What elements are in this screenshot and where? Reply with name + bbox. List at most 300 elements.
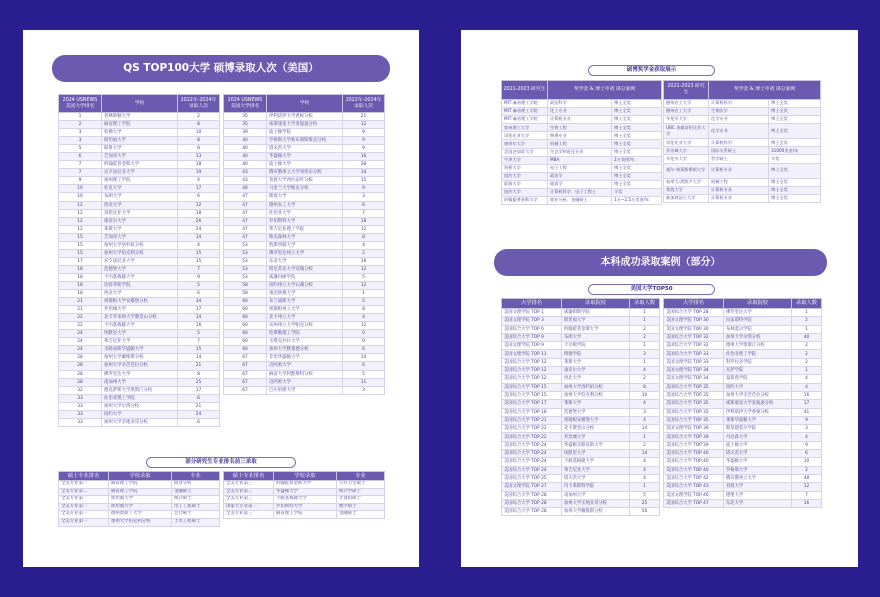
table-cell: 1万~2.5万美金/年 (612, 197, 662, 205)
table-row (664, 408, 822, 416)
table-row (59, 209, 220, 217)
table-row (502, 317, 660, 325)
table-cell: MBA (548, 156, 612, 164)
table-cell: 统计硕士 (172, 496, 220, 504)
table-cell: 博士全奖 (769, 116, 821, 124)
table-cell: 多伦多大学 (664, 116, 709, 124)
table-cell: 28 (59, 378, 102, 386)
table-cell: 43 (224, 177, 267, 185)
table-cell: 莱斯大学 (562, 358, 630, 366)
table-cell: 多伦多大学 (664, 155, 709, 163)
table-cell: 范德堡大学 (102, 265, 178, 273)
table-cell: 达特茅斯学院 (102, 281, 178, 289)
table-row (664, 325, 822, 333)
table-cell: 56 (630, 508, 660, 516)
table-cell: 博士全奖 (769, 108, 821, 116)
table-cell: 7 (343, 209, 385, 217)
table-row (502, 375, 660, 383)
table-cell: 33 (59, 394, 102, 402)
table-cell: 博士全奖 (612, 172, 662, 180)
table-cell: 美国综合大学 TOP 39 (664, 433, 724, 441)
table-cell: 全美专业第一 (59, 511, 109, 519)
table-cell: 东北大学 (724, 499, 792, 507)
table-row (224, 511, 385, 519)
table-row (502, 499, 660, 507)
table-cell: 德州农工大学 (664, 108, 709, 116)
table-cell: 美国综合大学 TOP 47 (664, 499, 724, 507)
table-cell: 迈阿密大学 (267, 362, 343, 370)
table-cell: 47 (224, 201, 267, 209)
table-cell: 21 (343, 113, 385, 121)
table-cell: 12 (178, 201, 220, 209)
table-cell: 布兰迪斯大学 (267, 298, 343, 306)
table-cell: 12 (59, 225, 102, 233)
col-header: 学校 (102, 95, 178, 113)
table-cell: 25 (178, 378, 220, 386)
table-cell: 22 (59, 322, 102, 330)
table-cell: 17 (178, 386, 220, 394)
table-row (224, 330, 385, 338)
col-header: 大学排名 (664, 299, 724, 309)
table-row (664, 433, 822, 441)
table-cell: 电子工程硕士 (172, 503, 220, 511)
table-row (59, 257, 220, 265)
table-row (502, 483, 660, 491)
table-cell: 约翰霍普金斯大学 (102, 161, 178, 169)
table-cell: 6 (343, 362, 385, 370)
table-cell: 乔治华盛顿大学 (267, 354, 343, 362)
table-row (502, 400, 660, 408)
col-header: 2021-2023 研究生 (502, 81, 548, 100)
table-cell: 密歇根安娜堡大学 (562, 416, 630, 424)
table-cell: 7 (792, 491, 822, 499)
table-cell: 美国综合大学 TOP 42 (664, 474, 724, 482)
table-cell: 南加州大学 (562, 491, 630, 499)
table-cell: 16 (178, 322, 220, 330)
table-cell: 2 (792, 466, 822, 474)
col-header: 学校录取 (109, 472, 172, 481)
table-row (224, 338, 385, 346)
table-cell: 佛罗里达大学 (102, 370, 178, 378)
table-row (502, 433, 660, 441)
table-cell: 美国综合大学 TOP 12 (502, 358, 562, 366)
table-cell: 麻省大学阿默斯特分校 (267, 370, 343, 378)
table-cell: 计算机硕士 (337, 496, 385, 504)
table-cell: 全美专业第三 (224, 511, 274, 519)
table-cell: 1 (792, 309, 822, 317)
table-cell: 8 (343, 306, 385, 314)
table-cell: 4 (343, 314, 385, 322)
table-cell: 宾夕法尼亚大学 (102, 169, 178, 177)
table-cell: 哥伦比亚大学 (502, 132, 548, 140)
table-cell: 塔夫茨大学 (267, 145, 343, 153)
table-cell: 美国综合大学 TOP 22 (502, 433, 562, 441)
table-cell: 政治学 (548, 172, 612, 180)
table-cell: 12 (343, 322, 385, 330)
table-row (664, 499, 822, 507)
table-cell: 8 (178, 145, 220, 153)
table-cell: 俄亥俄州立大学 (724, 474, 792, 482)
table-row (59, 354, 220, 362)
table-cell: 南加州大学 (102, 378, 178, 386)
table-cell: 9 (343, 185, 385, 193)
table-cell: 60 (224, 338, 267, 346)
table-cell: 德州农工大学 (267, 201, 343, 209)
table-row (502, 358, 660, 366)
table-cell: 计算机科学 (709, 139, 769, 147)
table-cell: 3 (630, 408, 660, 416)
table-cell: 国家大专业第一 (224, 503, 274, 511)
table-cell: 26 (178, 217, 220, 225)
table-row (224, 488, 385, 496)
table-cell: 1 (630, 433, 660, 441)
table-cell: 3 (630, 350, 660, 358)
table-cell: 计算机专业 (548, 116, 612, 124)
table-cell: 8 (178, 121, 220, 129)
table-cell: 1 (630, 342, 660, 350)
table-cell: 35 (224, 113, 267, 121)
table-row (224, 121, 385, 129)
table-cell: 33 (59, 410, 102, 418)
table-cell: 生物医学 (709, 108, 769, 116)
table-cell: 2 (343, 249, 385, 257)
table-cell: 28 (59, 354, 102, 362)
table-row (502, 458, 660, 466)
table-cell: 美国综合大学 TOP 25 (502, 474, 562, 482)
table-cell: 24 (59, 330, 102, 338)
table-cell: 4 (630, 400, 660, 408)
table-row (224, 169, 385, 177)
table-cell: 计算机科学 (709, 100, 769, 108)
col-header: 学校 (267, 95, 343, 113)
table-cell: 普渡大学 (664, 186, 709, 194)
table-cell: 计算机专业 (709, 186, 769, 194)
table-cell: 6 (178, 193, 220, 201)
table-cell: 哲学硕士 (709, 155, 769, 163)
table-cell: 德州农工大学 (664, 100, 709, 108)
table-cell: 53 (224, 265, 267, 273)
table-cell: 康奈尔大学 (562, 367, 630, 375)
table-cell: 博士全奖 (612, 116, 662, 124)
table-cell: 西北大学 (102, 201, 178, 209)
table-row (224, 241, 385, 249)
table-cell: 维克森林大学 (267, 233, 343, 241)
table-cell: 华盛顿大学 (274, 488, 337, 496)
table-cell: 美国综合大学 TOP 12 (502, 367, 562, 375)
table-row (224, 193, 385, 201)
table-row (59, 362, 220, 370)
table-row (664, 317, 822, 325)
table-row (502, 116, 662, 124)
table-cell: 杜克大学 (102, 185, 178, 193)
table-row (59, 153, 220, 161)
table-cell: 伊利诺伊大学香槟分校 (267, 113, 343, 121)
table-cell: 全美专业第一 (59, 496, 109, 504)
table-cell: 8 (178, 137, 220, 145)
table-cell: 12 (59, 209, 102, 217)
table-cell: 8 (178, 370, 220, 378)
table-cell: 加州大学尔湾分校 (724, 333, 792, 341)
table-cell: 巴尔的摩大学 (267, 386, 343, 394)
table-row (664, 441, 822, 449)
table-row (224, 322, 385, 330)
table-cell: 14 (630, 425, 660, 433)
table-cell: 5 (630, 491, 660, 499)
table-cell: 10 (178, 129, 220, 137)
table-cell: 4 (630, 458, 660, 466)
table-cell: 9 (792, 416, 822, 424)
table-cell: 美国综合大学 TOP 18 (502, 408, 562, 416)
table-row (502, 172, 662, 180)
table-row (59, 249, 220, 257)
table-cell: 10 (59, 193, 102, 201)
table-cell: 美国综合大学 TOP 32 (664, 333, 724, 341)
table-cell: 加州大学圣地亚哥分校 (102, 418, 178, 426)
table-cell: 美国综合大学 TOP 40 (664, 458, 724, 466)
table-cell: MIT 麻省理工学院 (502, 116, 548, 124)
table-row (664, 350, 822, 358)
table-row (224, 161, 385, 169)
table-row (224, 298, 385, 306)
table-row (224, 257, 385, 265)
table-cell: 纽约大学 (724, 383, 792, 391)
table-row (664, 400, 822, 408)
table-cell: 科罗拉多学院 (724, 358, 792, 366)
table-cell: 14 (630, 450, 660, 458)
table-cell: 弗吉尼亚大学 (562, 466, 630, 474)
table-cell: 5 (178, 281, 220, 289)
table-cell: 塔夫茨大学 (562, 474, 630, 482)
table-cell: 博士全奖 (612, 108, 662, 116)
table-cell: 14 (343, 354, 385, 362)
col-header: 2022年-2024年 录取人次 (343, 95, 385, 113)
table-cell: 生态学和进化专业 (548, 148, 612, 156)
table-row (502, 391, 660, 399)
table-cell: 加州大学尔湾分校 (102, 402, 178, 410)
table-cell: 2 (630, 325, 660, 333)
table-row (664, 383, 822, 391)
table-cell: 1 (792, 325, 822, 333)
table-row (59, 370, 220, 378)
table-cell: 美国综合大学 TOP 35 (664, 416, 724, 424)
table-cell: 60 (224, 330, 267, 338)
table-row (664, 458, 822, 466)
table-cell: 芝加哥大学 (102, 233, 178, 241)
table-row (664, 178, 821, 186)
table-cell: 纽约大学 (102, 410, 178, 418)
col-header: 硕士专业排名 (224, 472, 274, 481)
table-row (59, 137, 220, 145)
table-cell: 博士全奖 (769, 100, 821, 108)
col-header: 录取人数 (792, 299, 822, 309)
table-cell: 1 (630, 317, 660, 325)
table-row (59, 185, 220, 193)
table-cell: 华盛顿大学 (267, 153, 343, 161)
table-row (224, 145, 385, 153)
table-row (664, 425, 822, 433)
table-cell: 卡耐基梅隆大学 (274, 496, 337, 504)
table-row (664, 483, 822, 491)
table-cell: 12 (59, 217, 102, 225)
table-cell: 国际关系硕士 (709, 147, 769, 155)
table-cell: 2 (630, 441, 660, 449)
table-cell: 东北大学 (267, 257, 343, 265)
table-cell: 化学专业 (709, 124, 769, 139)
table-cell: 美国文理学院 TOP 30 (664, 325, 724, 333)
table-cell: 58 (224, 281, 267, 289)
table-cell: 宾州州立大学帕克分校 (267, 322, 343, 330)
table-cell: 约翰霍普金斯大学 (274, 481, 337, 489)
table-cell: 15 (178, 257, 220, 265)
table-row (502, 383, 660, 391)
table-cell: 美国综合大学 TOP 15 (502, 391, 562, 399)
table-cell: 18 (343, 217, 385, 225)
table-row (502, 100, 662, 108)
table-cell: 2 (630, 375, 660, 383)
table-row (502, 108, 662, 116)
table-row (224, 306, 385, 314)
table-cell: 加州大学戴维斯分校 (102, 354, 178, 362)
table-row (664, 116, 821, 124)
table-row (59, 496, 220, 504)
table-cell: 佐治亚理工学院 (102, 394, 178, 402)
table-cell: 美国综合大学 TOP 24 (502, 441, 562, 449)
table-row (224, 249, 385, 257)
col-header: 2024 USNEWS 美国大学排名 (59, 95, 102, 113)
table-cell: 加州大学伯克利分校 (562, 391, 630, 399)
table-cell: 计算机科学、电子工程士 (548, 189, 612, 197)
table-cell: 美国综合大学 TOP 33 (664, 350, 724, 358)
table-row (664, 186, 821, 194)
table-cell: 博士全奖 (612, 100, 662, 108)
table-row (664, 194, 821, 202)
table-cell: 2 (792, 342, 822, 350)
table-row (224, 265, 385, 273)
table-cell: 1 (630, 309, 660, 317)
table-row (59, 338, 220, 346)
table-row (224, 201, 385, 209)
table-row (59, 177, 220, 185)
table-cell: 4 (178, 241, 220, 249)
table-cell: 40 (792, 333, 822, 341)
table-cell: 麻省理工学院 (109, 488, 172, 496)
table-cell: 化学专业 (709, 116, 769, 124)
table-row (664, 147, 821, 155)
table-cell: 53 (224, 257, 267, 265)
table-cell: 范德堡大学 (562, 408, 630, 416)
table-cell: 10 (59, 185, 102, 193)
table-row (502, 180, 662, 188)
table-cell: 加州大学默塞德分校 (267, 346, 343, 354)
table-cell: 物理专业 (548, 132, 612, 140)
table-cell: 14 (343, 169, 385, 177)
table-cell: 15 (178, 249, 220, 257)
table-cell: 2 (178, 113, 220, 121)
table-cell: 康奈尔大学 (102, 217, 178, 225)
table-cell: 4 (630, 367, 660, 375)
table-row (502, 309, 660, 317)
table-row (59, 306, 220, 314)
table-cell: 9 (343, 129, 385, 137)
table-cell: 美国综合大学 TOP 28 (502, 499, 562, 507)
table-row (59, 402, 220, 410)
col-header: 录取人数 (630, 299, 660, 309)
table-cell: 7 (178, 265, 220, 273)
table-cell: 德州大学奥斯汀分校 (724, 342, 792, 350)
table-cell: 哥伦比亚大学 (102, 209, 178, 217)
table-cell: 21 (178, 362, 220, 370)
major-table-b (223, 471, 385, 519)
table-cell: 博士全奖 (769, 186, 821, 194)
table-row (59, 161, 220, 169)
table-cell: 加州大学洛杉矶分校 (562, 383, 630, 391)
table-cell: 斯坦福大学 (562, 317, 630, 325)
table-cell: 会计硕士 (172, 511, 220, 519)
table-cell: 加州大学圣芭芭拉分校 (102, 362, 178, 370)
table-row (59, 281, 220, 289)
table-cell: 哈佛大学 (102, 129, 178, 137)
table-row (664, 358, 822, 366)
table-cell: 全美专业第一 (59, 481, 109, 489)
table-row (224, 378, 385, 386)
table-cell: 华盛顿大学 (724, 458, 792, 466)
table-cell: 9 (792, 441, 822, 449)
table-row (59, 322, 220, 330)
table-cell: 美国综合大学 TOP 40 (664, 450, 724, 458)
table-cell: 波士顿学院 (267, 129, 343, 137)
table-cell: 密歇根大学安娜堡分校 (102, 298, 178, 306)
table-cell: 8 (630, 383, 660, 391)
table-cell: MIT 麻省理工学院 (502, 100, 548, 108)
table-cell: 麻省理工学院 (274, 511, 337, 519)
table-cell: 24 (178, 410, 220, 418)
table-cell: 美国文理学院 TOP 30 (664, 317, 724, 325)
table-cell: 美国综合大学 TOP 35 (664, 400, 724, 408)
table-cell: 瓦萨学院 (724, 367, 792, 375)
table-cell: 48 (792, 474, 822, 482)
table-row (224, 481, 385, 489)
table-row (224, 129, 385, 137)
table-cell: 11 (343, 378, 385, 386)
table-cell: 40 (224, 161, 267, 169)
table-row (59, 386, 220, 394)
table-cell: 布朗大学 (102, 193, 178, 201)
col-header: 专业 (337, 472, 385, 481)
table-cell: 6 (178, 290, 220, 298)
table-cell: 威斯康星大学麦迪逊分校 (267, 121, 343, 129)
table-cell: 12 (59, 201, 102, 209)
table-cell: 弗吉尼亚理工学院 (267, 225, 343, 233)
table-row (59, 298, 220, 306)
table-cell: 5 (59, 145, 102, 153)
table-cell: 16 (792, 499, 822, 507)
table-cell: 土木工程硕士 (172, 518, 220, 526)
table-cell: 卡内基梅隆大学 (102, 273, 178, 281)
table-cell: 7 (59, 169, 102, 177)
scholarship-table-a (501, 80, 662, 205)
table-cell: 3 (59, 137, 102, 145)
table-cell: 16 (343, 257, 385, 265)
table-cell: 博士全奖 (769, 178, 821, 186)
table-cell: 纽约大学 (502, 172, 548, 180)
table-row (502, 189, 662, 197)
table-cell: 博士全奖 (612, 148, 662, 156)
table-cell: 莱斯大学 (102, 225, 178, 233)
table-row (224, 503, 385, 511)
table-row (59, 330, 220, 338)
table-cell: 60 (224, 298, 267, 306)
table-cell: 美国文理学院 TOP 11 (502, 350, 562, 358)
